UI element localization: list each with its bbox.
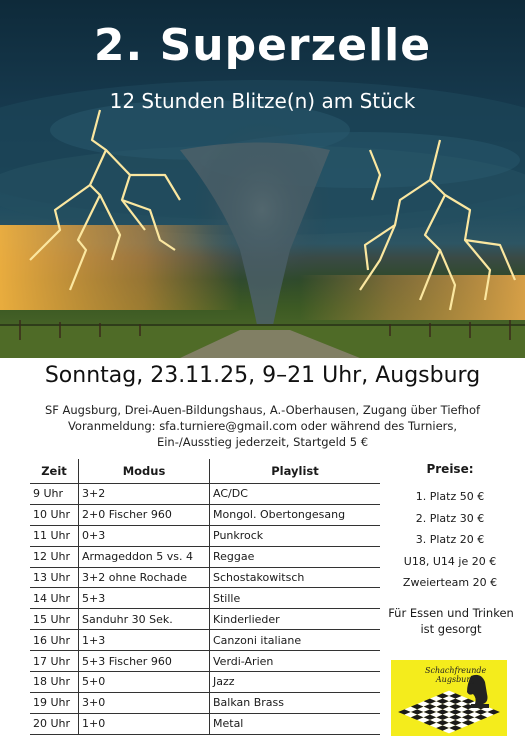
storm-illustration bbox=[0, 0, 525, 358]
time-cell: 17 Uhr bbox=[30, 651, 79, 672]
time-cell: 20 Uhr bbox=[30, 713, 79, 734]
mode-cell: 3+2 bbox=[79, 484, 210, 505]
playlist-cell: Schostakowitsch bbox=[210, 567, 381, 588]
venue-line: SF Augsburg, Drei-Auen-Bildungshaus, A.-Oberhausen, Zugang über Tiefhof bbox=[44, 403, 481, 417]
club-logo-text bbox=[425, 666, 486, 684]
mode-cell: 5+0 bbox=[79, 672, 210, 693]
column-header-playlist: Playlist bbox=[210, 459, 381, 484]
page-subtitle: 12 Stunden Blitze(n) am Stück bbox=[109, 89, 416, 113]
mode-cell: 5+3 Fischer 960 bbox=[79, 651, 210, 672]
playlist-cell: Balkan Brass bbox=[210, 692, 381, 713]
mode-cell: 3+2 ohne Rochade bbox=[79, 567, 210, 588]
mode-cell: 3+0 bbox=[79, 692, 210, 713]
time-cell: 10 Uhr bbox=[30, 504, 79, 525]
time-cell: 19 Uhr bbox=[30, 692, 79, 713]
column-header-mode: Modus bbox=[79, 459, 210, 484]
time-cell: 13 Uhr bbox=[30, 567, 79, 588]
entry-line: Ein-/Ausstieg jederzeit, Startgeld 5 € bbox=[156, 435, 369, 449]
time-cell: 18 Uhr bbox=[30, 672, 79, 693]
prize-item: 2. Platz 30 € bbox=[415, 511, 485, 525]
food-note-line-1: Für Essen und Trinken bbox=[388, 606, 514, 620]
prizes-panel bbox=[385, 462, 515, 594]
mode-cell: 0+3 bbox=[79, 525, 210, 546]
club-logo-text-line-1: Schachfreunde bbox=[425, 666, 487, 675]
club-logo-text-line-2: Augsburg bbox=[435, 675, 476, 684]
prize-item: Zweierteam 20 € bbox=[402, 576, 498, 589]
table-row bbox=[30, 588, 380, 609]
playlist-cell: Punkrock bbox=[210, 525, 381, 546]
mode-cell: 5+3 bbox=[79, 588, 210, 609]
time-cell: 16 Uhr bbox=[30, 630, 79, 651]
table-row bbox=[30, 672, 380, 693]
playlist-cell: Canzoni italiane bbox=[210, 630, 381, 651]
mode-cell: Sanduhr 30 Sek. bbox=[79, 609, 210, 630]
event-date-line: Sonntag, 23.11.25, 9–21 Uhr, Augsburg bbox=[44, 363, 481, 388]
prizes-heading: Preise: bbox=[426, 462, 474, 476]
table-row bbox=[30, 504, 380, 525]
playlist-cell: Kinderlieder bbox=[210, 609, 381, 630]
table-row bbox=[30, 567, 380, 588]
food-note-line-2: ist gesorgt bbox=[420, 622, 482, 636]
playlist-cell: Mongol. Obertongesang bbox=[210, 504, 381, 525]
registration-line: Voranmeldung: sfa.turniere@gmail.com oder während des Turniers, bbox=[67, 419, 458, 433]
event-details bbox=[0, 402, 525, 450]
mode-cell: 2+0 Fischer 960 bbox=[79, 504, 210, 525]
mode-cell: 1+0 bbox=[79, 713, 210, 734]
table-row bbox=[30, 651, 380, 672]
playlist-cell: AC/DC bbox=[210, 484, 381, 505]
table-row bbox=[30, 525, 380, 546]
table-row bbox=[30, 713, 380, 734]
playlist-cell: Jazz bbox=[210, 672, 381, 693]
time-cell: 12 Uhr bbox=[30, 546, 79, 567]
time-cell: 11 Uhr bbox=[30, 525, 79, 546]
food-note bbox=[380, 605, 522, 637]
table-row bbox=[30, 609, 380, 630]
table-row bbox=[30, 692, 380, 713]
prize-item: 1. Platz 50 € bbox=[415, 490, 485, 503]
prize-item: U18, U14 je 20 € bbox=[403, 554, 497, 568]
prize-item: 3. Platz 20 € bbox=[415, 533, 485, 546]
table-row bbox=[30, 546, 380, 567]
mode-cell: Armageddon 5 vs. 4 bbox=[79, 546, 210, 567]
playlist-cell: Stille bbox=[210, 588, 381, 609]
playlist-cell: Metal bbox=[210, 713, 381, 734]
table-row bbox=[30, 484, 380, 505]
playlist-cell: Verdi-Arien bbox=[210, 651, 381, 672]
schedule-header-row bbox=[30, 459, 380, 484]
club-logo bbox=[391, 660, 507, 736]
time-cell: 14 Uhr bbox=[30, 588, 79, 609]
column-header-time: Zeit bbox=[30, 459, 79, 484]
playlist-cell: Reggae bbox=[210, 546, 381, 567]
schedule-table bbox=[30, 459, 380, 735]
table-row bbox=[30, 630, 380, 651]
time-cell: 9 Uhr bbox=[30, 484, 79, 505]
mode-cell: 1+3 bbox=[79, 630, 210, 651]
time-cell: 15 Uhr bbox=[30, 609, 79, 630]
page-title: 2. Superzelle bbox=[93, 20, 432, 71]
